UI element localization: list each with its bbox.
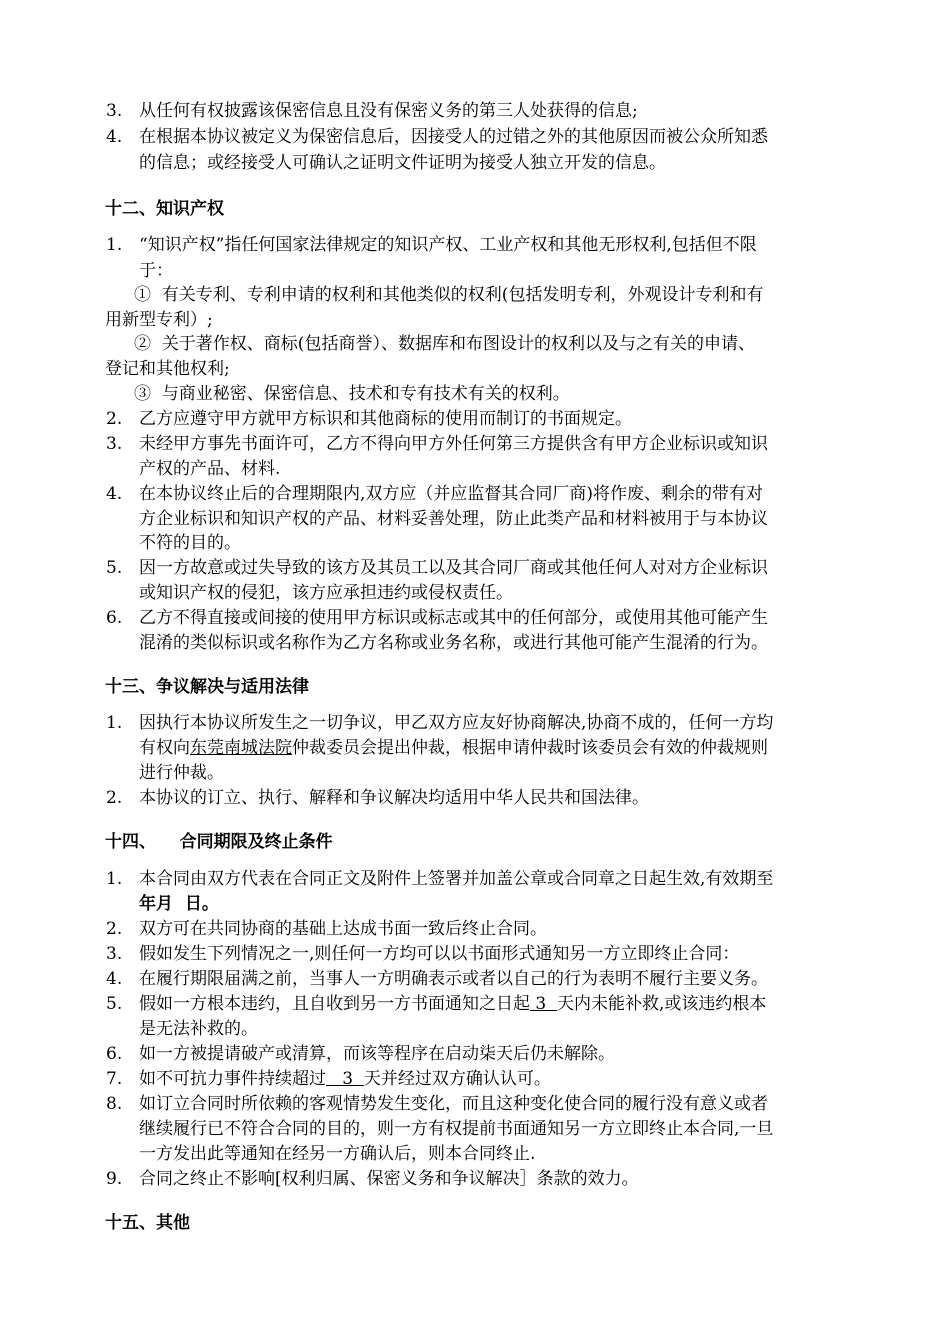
item-text: 乙方不得直接或间接的使用甲方标识或标志或其中的任何部分，或使用其他可能产生: [139, 608, 768, 628]
item-text: “知识产权”指任何国家法律规定的知识产权、工业产权和其他无形权利,包括但不限: [139, 235, 757, 255]
item-text: 如一方被提请破产或清算，而该等程序在启动柒天后仍未解除。: [139, 1044, 615, 1064]
item-text: 产权的产品、材料.: [139, 459, 281, 479]
text-run: 假如一方根本违约，且自收到另一方书面通知之日起: [139, 994, 530, 1014]
item-text: 进行仲裁。: [139, 763, 224, 783]
text-run: 有权向: [139, 738, 190, 758]
section-heading: 十三、争议解决与适用法律: [105, 677, 309, 697]
underlined-days-value: 3: [530, 994, 558, 1014]
sub-item-line: 有关专利、专利申请的权利和其他类似的权利(包括发明专利，外观设计专利和有: [161, 285, 764, 305]
section-heading: 十四、 合同期限及终止条件: [105, 832, 333, 852]
item-text: 假如发生下列情况之一,则任何一方均可以以书面形式通知另一方立即终止合同：: [139, 944, 740, 964]
item-number: 1.: [106, 235, 123, 255]
item-text: 本合同由双方代表在合同正文及附件上签署并加盖公章或合同章之日起生效,有效期至: [139, 869, 774, 889]
sub-item-mark: ②: [134, 334, 151, 354]
item-number: 3.: [106, 101, 123, 121]
item-text: 的信息；或经接受人可确认之证明文件证明为接受人独立开发的信息。: [139, 153, 666, 173]
text-run: 如不可抗力事件持续超过: [139, 1069, 326, 1089]
item-text: 年月 日。: [139, 894, 219, 914]
item-text: [139, 991, 766, 1017]
underlined-court-name: 东莞南城法院: [190, 738, 292, 758]
underlined-days-value: 3: [326, 1069, 364, 1089]
text-run: 天并经过双方确认认可。: [363, 1069, 551, 1089]
sub-item-mark: ①: [134, 285, 151, 305]
item-text: [139, 1066, 551, 1092]
item-text: 在本协议终止后的合理期限内,双方应（并应监督其合同厂商)将作废、剩余的带有对: [139, 484, 764, 504]
section-heading: 十二、知识产权: [105, 199, 224, 219]
item-text: 继续履行已不符合合同的目的，则一方有权提前书面通知另一方立即终止本合同,一旦: [139, 1119, 774, 1139]
item-text: 合同之终止不影响[权利归属、保密义务和争议解决］条款的效力。: [139, 1169, 639, 1189]
item-number: 5.: [106, 994, 123, 1014]
item-number: 2.: [106, 409, 123, 429]
item-number: 5.: [106, 558, 123, 578]
item-text: 在根据本协议被定义为保密信息后，因接受人的过错之外的其他原因而被公众所知悉: [139, 127, 768, 147]
item-text: 未经甲方事先书面许可，乙方不得向甲方外任何第三方提供含有甲方企业标识或知识: [139, 434, 768, 454]
item-text: 从任何有权披露该保密信息且没有保密义务的第三人处获得的信息;: [139, 101, 638, 121]
item-number: 9.: [106, 1169, 123, 1189]
item-text: 混淆的类似标识或名称作为乙方名称或业务名称，或进行其他可能产生混淆的行为。: [139, 633, 768, 653]
text-run: 天内未能补救,或该违约根本: [557, 994, 767, 1014]
item-number: 8.: [106, 1094, 123, 1114]
item-number: 4.: [106, 484, 123, 504]
sub-item-line: 登记和其他权利;: [105, 359, 230, 379]
item-text: 不符的目的。: [139, 533, 241, 553]
item-number: 3.: [106, 434, 123, 454]
item-text: 一方发出此等通知在经另一方确认后，则本合同终止.: [139, 1144, 536, 1164]
item-number: 7.: [106, 1069, 123, 1089]
sub-item-line: 用新型专利）;: [105, 310, 213, 330]
sub-item-text: [134, 381, 570, 407]
item-text: 如订立合同时所依赖的客观情势发生变化，而且这种变化使合同的履行没有意义或者: [139, 1094, 768, 1114]
item-number: 4.: [106, 127, 123, 147]
text-run: 仲裁委员会提出仲裁，根据申请仲裁时该委员会有效的仲裁规则: [292, 738, 768, 758]
item-text: 乙方应遵守甲方就甲方标识和其他商标的使用而制订的书面规定。: [139, 409, 632, 429]
item-number: 1.: [106, 869, 123, 889]
item-number: 3.: [106, 944, 123, 964]
sub-item-text: [134, 331, 755, 357]
item-text: 因执行本协议所发生之一切争议，甲乙双方应友好协商解决,协商不成的，任何一方均: [139, 713, 774, 733]
sub-item-text: [134, 282, 763, 308]
item-text: [139, 735, 768, 761]
item-number: 2.: [106, 919, 123, 939]
item-text: 是无法补救的。: [139, 1019, 258, 1039]
item-text: 双方可在共同协商的基础上达成书面一致后终止合同。: [139, 919, 547, 939]
sub-item-mark: ③: [134, 384, 151, 404]
item-text: 在履行期限届满之前，当事人一方明确表示或者以自己的行为表明不履行主要义务。: [139, 969, 768, 989]
section-heading: 十五、其他: [105, 1213, 190, 1233]
item-number: 4.: [106, 969, 123, 989]
sub-item-line: 关于著作权、商标(包括商誉）、数据库和布图设计的权利以及与之有关的申请、: [161, 334, 755, 354]
item-text: 本协议的订立、执行、解释和争议解决均适用中华人民共和国法律。: [139, 788, 649, 808]
item-text: 或知识产权的侵犯，该方应承担违约或侵权责任。: [139, 583, 513, 603]
item-number: 6.: [106, 608, 123, 628]
item-number: 2.: [106, 788, 123, 808]
item-text: 因一方故意或过失导致的该方及其员工以及其合同厂商或其他任何人对对方企业标识: [139, 558, 768, 578]
item-number: 6.: [106, 1044, 123, 1064]
item-number: 1.: [106, 713, 123, 733]
item-text: 于：: [139, 261, 173, 281]
sub-item-line: 与商业秘密、保密信息、技术和专有技术有关的权利。: [161, 384, 570, 404]
item-text: 方企业标识和知识产权的产品、材料妥善处理，防止此类产品和材料被用于与本协议: [139, 509, 768, 529]
